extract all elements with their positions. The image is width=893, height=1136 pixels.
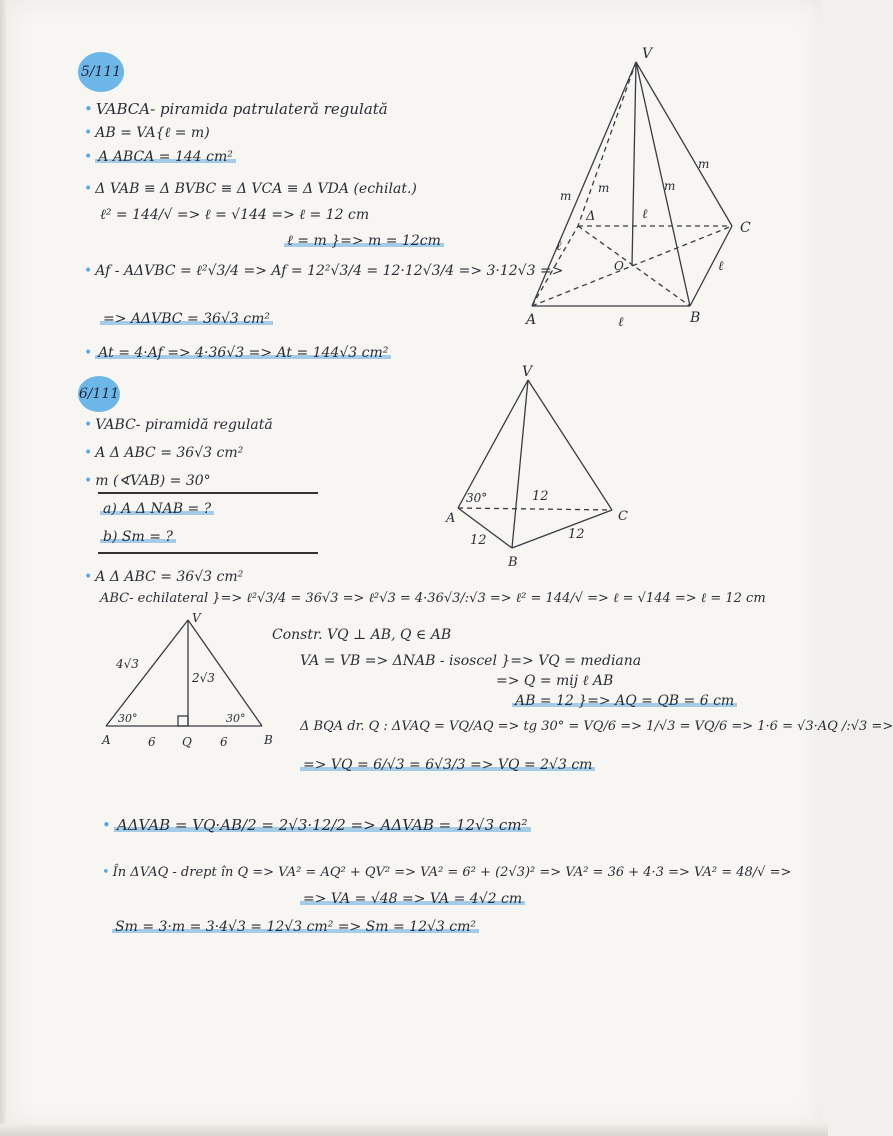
edge-label: 12 [470,533,487,548]
segment-label: 6 [148,735,156,749]
text-line [100,310,273,328]
text-line: ABC- echilateral }=> ℓ²√3/4 = 36√3 => ℓ²√3 = 4·36√3/:√3 => ℓ² = 144/√ => ℓ = √144 => ℓ = 12 cm [100,591,766,606]
text-line: • m (∢VAB) = 30° [84,472,211,490]
vertex-label: C [740,220,751,236]
text-line: => Q = mij ℓ AB [496,673,614,689]
vertex-label: V [642,46,653,62]
vertex-label: A [102,733,111,747]
vertex-label: B [690,310,701,326]
text-line: ℓ² = 144/√ => ℓ = √144 => ℓ = 12 cm [100,207,370,223]
edge-label: m [598,181,610,195]
vertex-label: B [508,555,518,570]
notebook-page [6,0,822,1128]
angle-label: 30° [226,712,246,725]
text-line [284,232,444,250]
vertex-label: B [264,733,273,747]
result-value: At = 4·Af => 4·36√3 => At = 144√3 cm² [95,345,391,361]
vertex-label: O [614,259,624,273]
page-stack-edge [0,1124,828,1136]
height-label: 2√3 [192,671,215,685]
edge-label: ℓ [718,259,724,274]
text-line: • A Δ ABC = 36√3 cm² [84,568,243,586]
highlighted-value: A ABCA = 144 cm² [95,149,236,165]
divider-line [98,492,318,494]
text-line: Δ BQA dr. Q : ΔVAQ = VQ/AQ => tg 30° = VQ/6 => 1/√3 = VQ/6 => 1·6 = √3·AQ /:√3 => [300,719,893,734]
angle-label: 30° [466,491,488,505]
vertex-label: Q [182,735,192,749]
text-line: a) A Δ NAB = ? [100,500,214,518]
angle-label: 30° [118,712,138,725]
vertex-label: A [526,312,537,328]
edge-label: m [560,189,572,203]
text-line: Constr. VQ ⊥ AB, Q ∈ AB [272,627,452,643]
text-line: VA = VB => ΔNAB - isoscel }=> VQ = mediana [300,653,642,669]
edge-label: ℓ [556,239,562,254]
text-line: • A Δ ABC = 36√3 cm² [84,444,243,462]
vertex-label: V [192,611,201,625]
edge-label: m [698,157,710,171]
text-line: • AΔVAB = VQ·AB/2 = 2√3·12/2 => AΔVAB = 12√3 cm² [102,816,531,834]
text-line: • Af - AΔVBC = ℓ²√3/4 => Af = 12²√3/4 = 12·12√3/4 => 3·12√3 => [84,262,563,280]
text-line: • AB = VA{ℓ = m) [84,124,210,142]
result-value: => AΔVBC = 36√3 cm² [100,311,273,327]
text-line: => VA = √48 => VA = 4√2 cm [300,890,525,908]
segment-label: 6 [220,735,228,749]
edge-label: 12 [568,527,585,542]
problem-number-badge: 6/111 [78,376,120,412]
edge-label: 12 [532,489,549,504]
edge-label: m [664,179,676,193]
text-line: => VQ = 6/√3 = 6√3/3 => VQ = 2√3 cm [300,756,595,774]
text-line: • Δ VAB ≡ Δ BVBC ≡ Δ VCA ≡ Δ VDA (echilat.) [84,180,417,198]
result-value: ℓ = m }=> m = 12cm [284,233,444,249]
text-line: b) Sm = ? [100,528,176,546]
text-line: • VABC- piramidă regulată [84,416,273,434]
vertex-label: A [446,511,456,526]
text-line: • În ΔVAQ - drept în Q => VA² = AQ² + QV² => VA² = 6² + (2√3)² => VA² = 36 + 4·3 => VA² = 48/√ => [102,864,791,882]
problem-number-badge: 5/111 [78,52,124,92]
vertex-label: Δ [586,209,596,224]
side-label: 4√3 [116,657,139,671]
text-line [84,148,236,166]
edge-label: ℓ [642,207,648,222]
text-line: Sm = 3·m = 3·4√3 = 12√3 cm² => Sm = 12√3 cm² [112,918,479,936]
divider-line [98,552,318,554]
text-line: • VABCA- piramida patrulateră regulată [84,100,388,118]
vertex-label: V [522,364,533,380]
text-line: AB = 12 }=> AQ = QB = 6 cm [512,692,737,710]
edge-label: ℓ [618,315,624,330]
text-line [84,344,391,362]
vertex-label: C [618,509,628,524]
